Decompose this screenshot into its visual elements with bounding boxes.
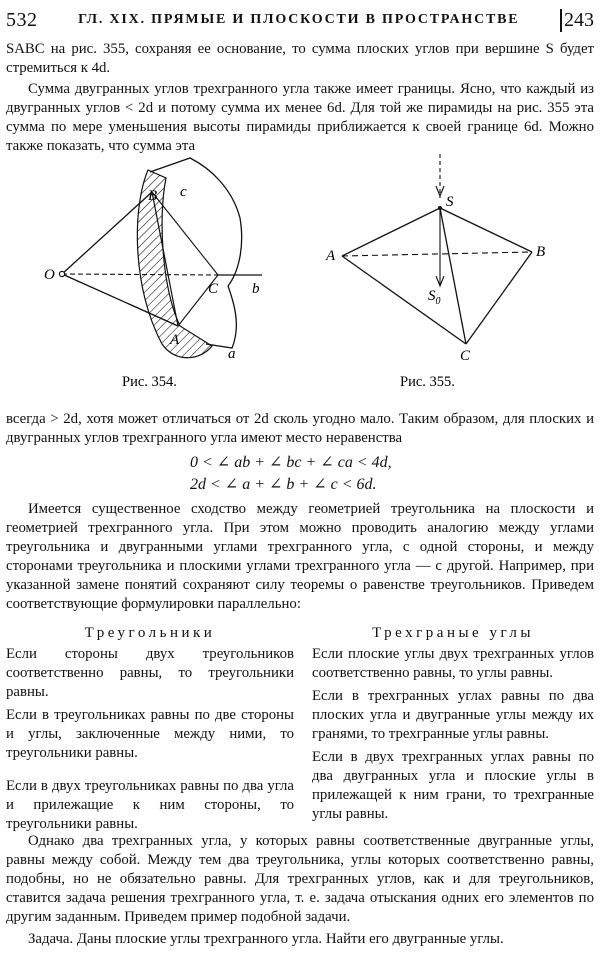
figure-355 bbox=[325, 154, 545, 390]
label-c: c bbox=[180, 184, 187, 200]
caption-fig355: Рис. 355. bbox=[400, 374, 455, 390]
label-A355: A bbox=[326, 248, 336, 264]
label-B: B bbox=[148, 188, 158, 204]
figure-354 bbox=[44, 158, 262, 390]
right-item-3: Если в двух трехгранных углах равны по два двугранных угла и плоские углы в прилежащей к ним грани, то трехгранные углы равны. bbox=[312, 749, 594, 822]
running-title: ГЛ. XIX. ПРЯМЫЕ И ПЛОСКОСТИ В ПРОСТРАНСТВЕ bbox=[78, 12, 520, 27]
left-item-3: Если в двух треугольниках равны по два угла и прилежащие к ним стороны, то треугольники равны. bbox=[6, 778, 294, 832]
paragraph-3: всегда > 2d, хотя может отличаться от 2d сколь угодно мало. Таким образом, для плоских и двугранных углов трехгранного угла имеют место неравенства bbox=[6, 411, 594, 446]
column-right bbox=[312, 624, 594, 828]
page-header bbox=[6, 6, 594, 34]
page-marker: 243 bbox=[560, 9, 594, 32]
inequality-2: 2d < ∠ a + ∠ b + ∠ c < 6d. bbox=[190, 476, 377, 493]
inequality-1: 0 < ∠ ab + ∠ bc + ∠ ca < 4d, bbox=[190, 454, 392, 471]
label-C355: C bbox=[460, 348, 471, 364]
left-item-1: Если стороны двух треугольников соответственно равны, то треугольники равны. bbox=[6, 646, 294, 700]
edge-AB-hidden bbox=[342, 252, 532, 256]
label-S: S bbox=[446, 194, 454, 210]
label-C: C bbox=[208, 281, 219, 297]
edge-SB bbox=[440, 208, 532, 252]
inequality-block bbox=[190, 452, 430, 496]
paragraph-1: SABC на рис. 355, сохраняя ее основание, то сумма плоских углов при вершине S будет стремиться к 4d. bbox=[6, 41, 594, 76]
edge-SA bbox=[342, 208, 440, 256]
label-b: b bbox=[252, 281, 260, 297]
paragraph-6: Задача. Даны плоские углы трехгранного угла. Найти его двугранные углы. bbox=[28, 931, 504, 947]
right-item-1: Если плоские углы двух трехгранных углов соответственно равны, то углы равны. bbox=[312, 646, 594, 681]
column-left bbox=[6, 624, 294, 838]
caption-fig354: Рис. 354. bbox=[122, 374, 177, 390]
label-S0: $S_0$ bbox=[428, 288, 441, 307]
column-right-heading: Трехграные углы bbox=[372, 625, 534, 641]
paragraph-4: Имеется существенное сходство между геометрией треугольника на плоскости и геометрией трехгранного угла. При этом можно проводить аналогию между углами треугольника и двугранными углами трехгранного угла, с одной стороны, и между сторонами треугольника и плоскими углами трехгранного угла — с другой. Например, при указанной замене понятий сохраняют силу теоремы о равенстве треугольников. Приведем соответствующие формулировки параллельно: bbox=[6, 501, 594, 612]
paragraph-5: Однако два трехгранных угла, у которых равны соответственные двугранные углы, равны между собой. Между тем два треугольника, углы которых соответственно равны, подобны, но не обязательно равны. Для трехгранных углов, как и для треугольников, ставится задача решения трехгранного угла, т. е. задача отыскания одних его элементов по другим заданным. Приведем пример подобной задачи. bbox=[6, 833, 594, 925]
left-item-2: Если в треугольниках равны по две стороны и углы, заключенные между ними, то треугольники равны. bbox=[6, 707, 294, 761]
vertex-O bbox=[59, 271, 64, 276]
column-left-heading: Треугольники bbox=[84, 625, 216, 641]
label-B355: B bbox=[536, 244, 546, 260]
vertex-S bbox=[438, 206, 442, 210]
figures-svg bbox=[0, 148, 600, 410]
label-O: O bbox=[44, 267, 55, 283]
edge-BC bbox=[466, 252, 532, 344]
label-A: A bbox=[170, 332, 180, 348]
edge-AC bbox=[342, 256, 466, 344]
figures-area bbox=[0, 148, 600, 410]
paragraph-2: Сумма двугранных углов трехгранного угла также имеет границы. Ясно, что каждый из двугранных углов < 2d и потому сумма их менее 6d. Для той же пирамиды на рис. 355 эта сумма по мере уменьшения высоты пирамиды приближается к своей границе 6d. Можно также показать, что сумма эта bbox=[6, 81, 594, 154]
page-number: 532 bbox=[6, 8, 38, 31]
label-a: a bbox=[228, 346, 236, 362]
right-item-2: Если в трехгранных углах равны по два плоских угла и двугранные углы между их гранями, то трехгранные углы равны. bbox=[312, 688, 594, 742]
